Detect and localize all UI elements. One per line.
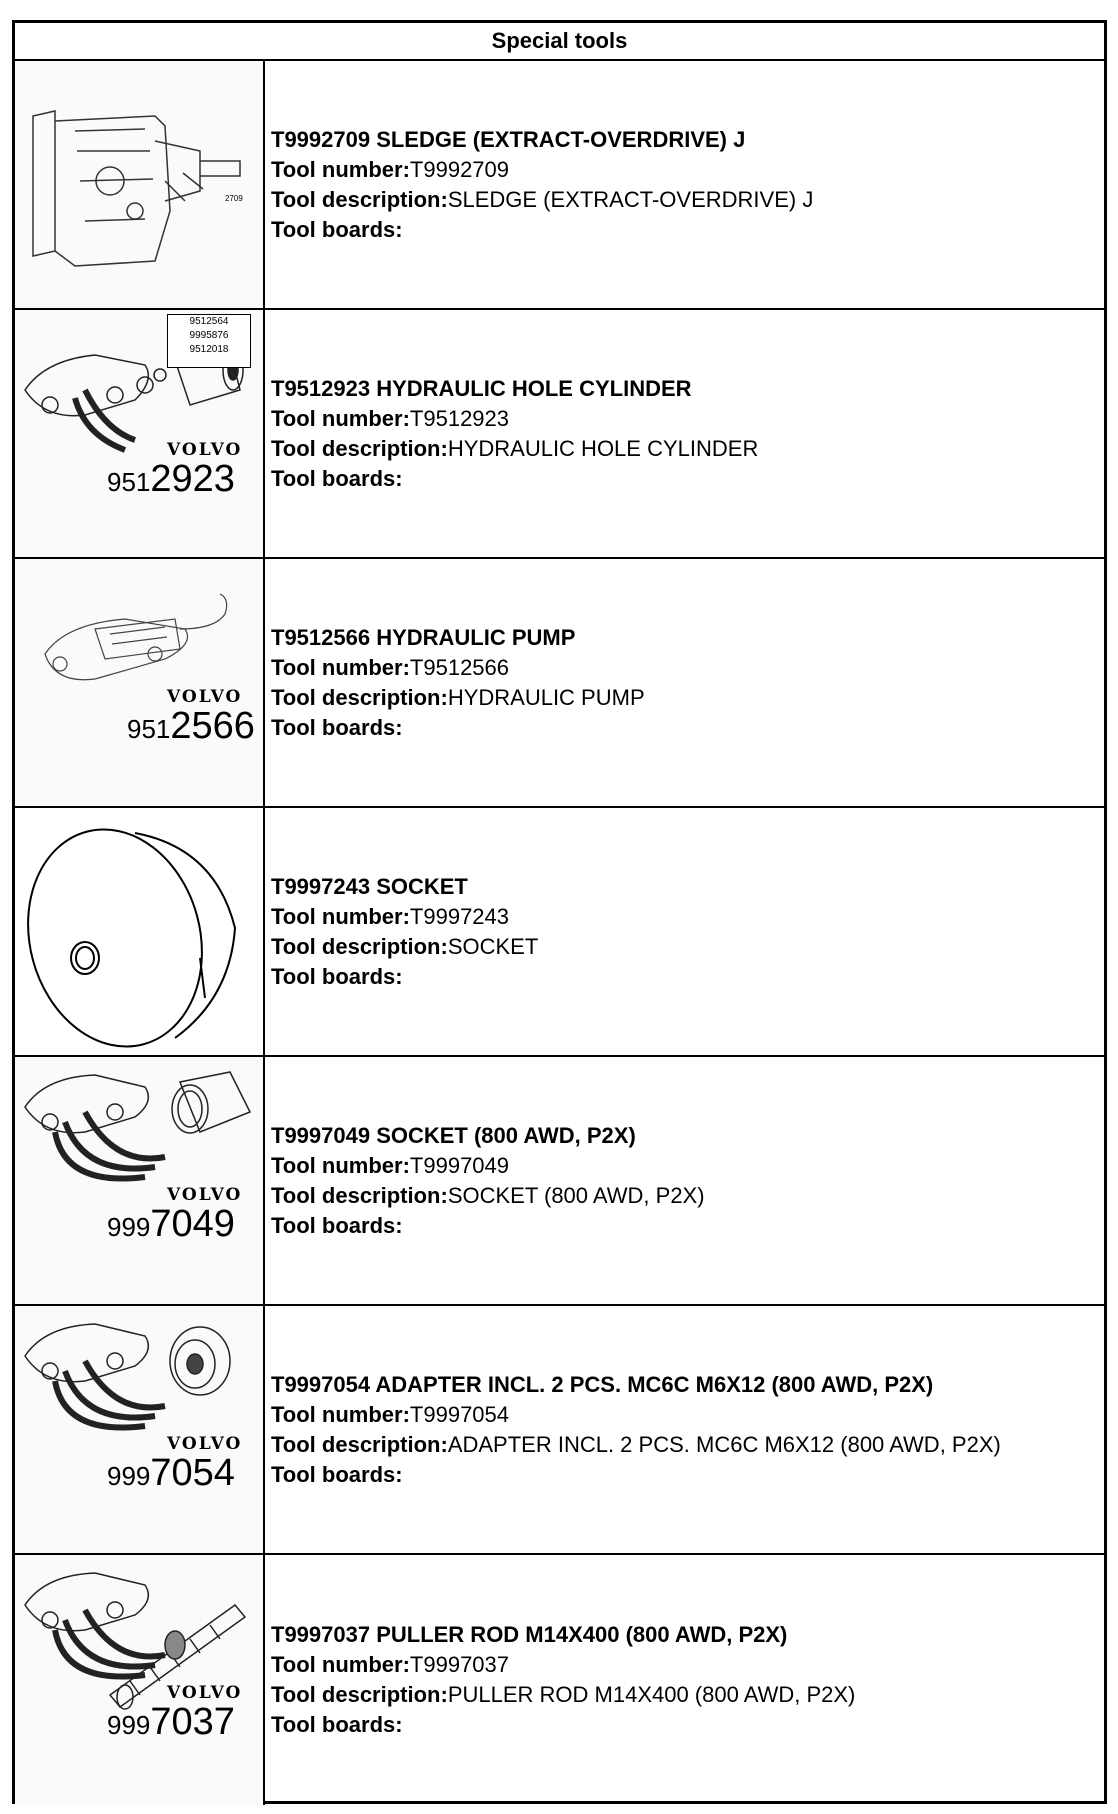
tool-number-value: T9512566 <box>409 654 510 680</box>
tool-number-value: T9997054 <box>409 1401 510 1427</box>
tool-description-label: Tool description: <box>271 1182 448 1208</box>
tool-title: T9512923 HYDRAULIC HOLE CYLINDER <box>271 375 692 401</box>
tool-title: T9512566 HYDRAULIC PUMP <box>271 624 576 650</box>
volvo-logo: VOLVO <box>167 440 243 460</box>
hydraulic-cylinder-illustration <box>15 310 265 557</box>
tool-number-label: Tool number: <box>271 1401 410 1427</box>
tool-code: 9997054 <box>107 1452 235 1494</box>
tool-boards-label: Tool boards: <box>271 1461 403 1487</box>
tool-row <box>15 1057 1104 1306</box>
illustration-label: 2709 <box>225 194 243 203</box>
tool-title: T9997054 ADAPTER INCL. 2 PCS. MC6C M6X12 (800 AWD, P2X) <box>271 1371 934 1397</box>
tool-description-label: Tool description: <box>271 933 448 959</box>
tool-description-value: ADAPTER INCL. 2 PCS. MC6C M6X12 (800 AWD, P2X) <box>447 1431 1001 1457</box>
tool-boards-label: Tool boards: <box>271 216 403 242</box>
socket-sleeve-illustration <box>15 1057 265 1304</box>
tool-title: T9997037 PULLER ROD M14X400 (800 AWD, P2X) <box>271 1622 788 1647</box>
hydraulic-pump-illustration <box>15 559 265 806</box>
tool-description-label: Tool description: <box>271 435 448 461</box>
tool-reference-tag: 9512564 9995876 9512018 <box>167 314 251 368</box>
tool-boards-label: Tool boards: <box>271 465 403 491</box>
tool-row <box>15 1306 1104 1555</box>
volvo-logo: VOLVO <box>167 1434 243 1454</box>
tool-boards-label: Tool boards: <box>271 1712 403 1737</box>
tool-row <box>15 1555 1104 1805</box>
tool-description-value: SLEDGE (EXTRACT-OVERDRIVE) J <box>447 186 814 212</box>
tool-description-label: Tool description: <box>271 1431 448 1457</box>
tool-number-value: T9992709 <box>409 156 510 182</box>
tool-description-value: HYDRAULIC HOLE CYLINDER <box>447 435 759 461</box>
tool-description-value: HYDRAULIC PUMP <box>447 684 645 710</box>
tool-info <box>265 808 538 1055</box>
volvo-logo: VOLVO <box>167 1683 243 1703</box>
tool-info <box>265 1306 1001 1553</box>
tool-description-label: Tool description: <box>271 186 448 212</box>
tool-info <box>265 310 758 557</box>
tool-boards-label: Tool boards: <box>271 963 403 989</box>
tool-code: 9512566 <box>127 705 255 747</box>
tool-code: 9997049 <box>107 1203 235 1245</box>
tool-info <box>265 61 813 308</box>
special-tools-table <box>12 20 1107 1804</box>
tool-number-label: Tool number: <box>271 903 410 929</box>
tool-info <box>265 559 645 806</box>
tool-boards-label: Tool boards: <box>271 1212 403 1238</box>
transmission-sledge-illustration <box>15 61 265 308</box>
socket-illustration <box>15 808 265 1055</box>
tool-row <box>15 808 1104 1057</box>
tool-description-value: SOCKET <box>447 933 539 959</box>
tool-code: 9997037 <box>107 1701 235 1743</box>
tool-number-value: T9997243 <box>409 903 510 929</box>
tool-description-label: Tool description: <box>271 1682 448 1707</box>
volvo-logo: VOLVO <box>167 1185 243 1205</box>
tool-info <box>265 1057 705 1304</box>
tool-title: T9997243 SOCKET <box>271 873 468 899</box>
tool-row <box>15 310 1104 559</box>
tool-code: 9512923 <box>107 458 235 500</box>
tool-description-value: PULLER ROD M14X400 (800 AWD, P2X) <box>447 1682 856 1707</box>
table-header: Special tools <box>15 23 1104 61</box>
puller-rod-illustration <box>15 1555 265 1805</box>
tool-number-value: T9997037 <box>409 1652 510 1677</box>
tool-description-value: SOCKET (800 AWD, P2X) <box>447 1182 705 1208</box>
volvo-logo: VOLVO <box>167 687 243 707</box>
tool-number-label: Tool number: <box>271 156 410 182</box>
tool-info <box>265 1555 855 1805</box>
tool-number-value: T9997049 <box>409 1152 510 1178</box>
tool-row <box>15 61 1104 310</box>
tool-number-label: Tool number: <box>271 654 410 680</box>
tool-title: T9997049 SOCKET (800 AWD, P2X) <box>271 1122 636 1148</box>
tool-number-label: Tool number: <box>271 405 410 431</box>
tool-number-value: T9512923 <box>409 405 510 431</box>
tool-number-label: Tool number: <box>271 1652 410 1677</box>
tool-description-label: Tool description: <box>271 684 448 710</box>
tool-boards-label: Tool boards: <box>271 714 403 740</box>
tool-number-label: Tool number: <box>271 1152 410 1178</box>
tool-row <box>15 559 1104 808</box>
tool-title: T9992709 SLEDGE (EXTRACT-OVERDRIVE) J <box>271 126 746 152</box>
adapter-illustration <box>15 1306 265 1553</box>
